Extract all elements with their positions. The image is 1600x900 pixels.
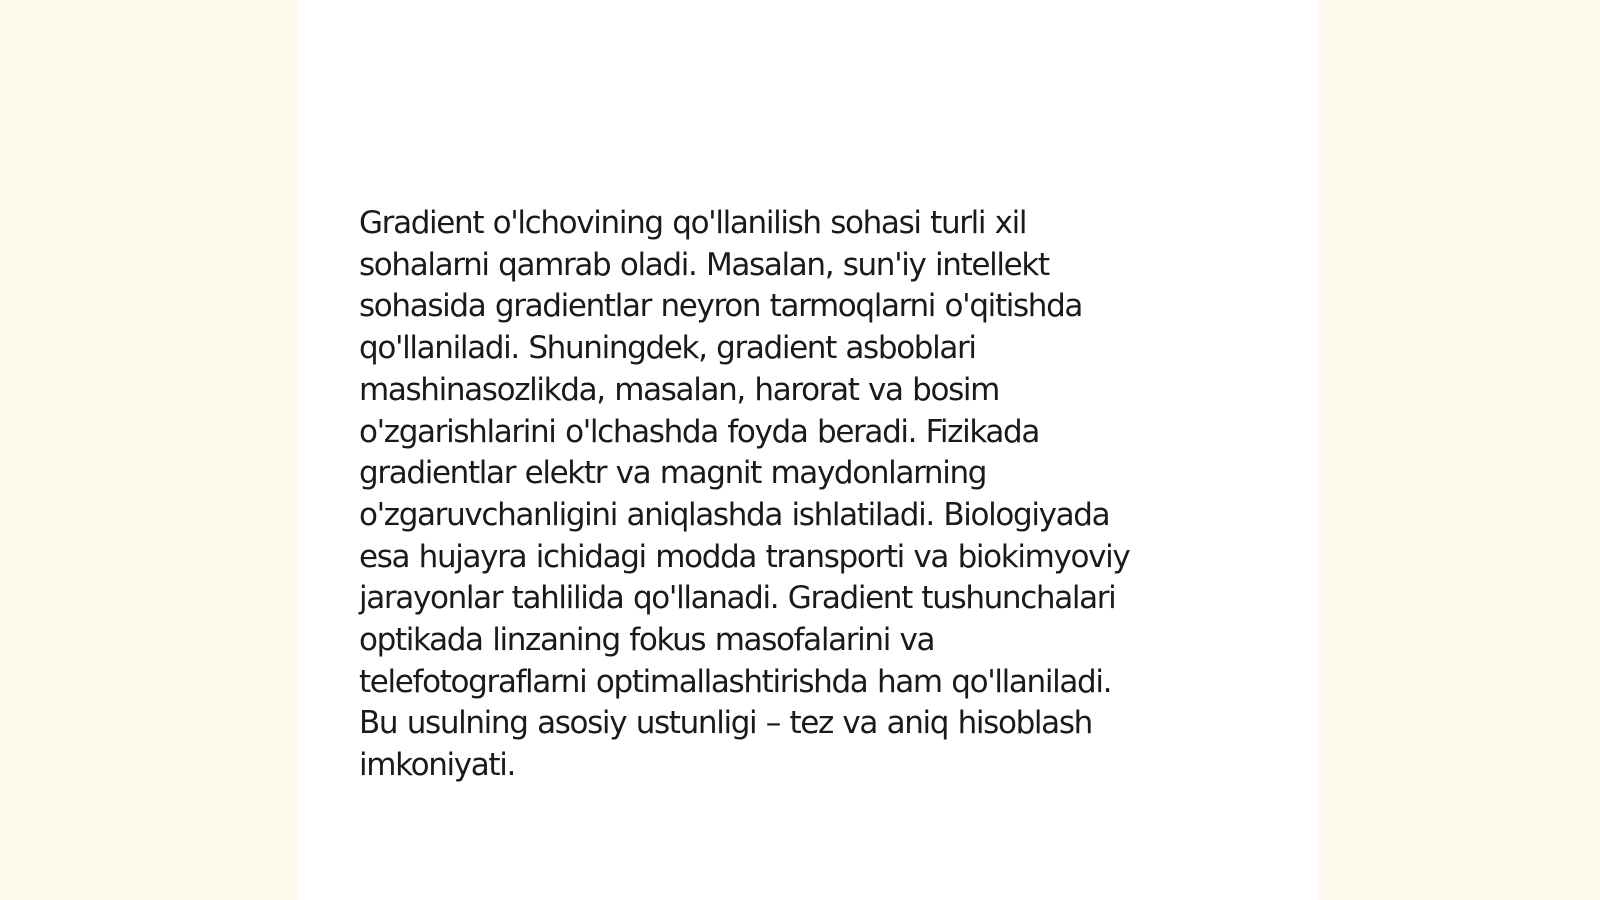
paragraph-line: sohalarni qamrab oladi. Masalan, sun'iy intellekt xyxy=(359,246,1049,283)
paragraph-line: optikada linzaning fokus masofalarini va xyxy=(359,622,935,659)
paragraph-line: esa hujayra ichidagi modda transporti va biokimyoviy xyxy=(359,538,1130,575)
paragraph-line: jarayonlar tahlilida qo'llanadi. Gradient tushunchalari xyxy=(359,580,1116,617)
paragraph-line: o'zgarishlarini o'lchashda foyda beradi. Fizikada xyxy=(359,413,1040,450)
document-page xyxy=(297,0,1319,900)
paragraph-line: Gradient o'lchovining qo'llanilish sohasi turli xil xyxy=(359,205,1027,241)
paragraph-line: imkoniyati. xyxy=(359,747,515,784)
paragraph-line: Bu usulning asosiy ustunligi – tez va aniq hisoblash xyxy=(359,705,1092,742)
paragraph-line: mashinasozlikda, masalan, harorat va bosim xyxy=(359,371,1000,408)
paragraph-line: qo'llaniladi. Shuningdek, gradient asboblari xyxy=(359,330,976,367)
paragraph-line: o'zgaruvchanligini aniqlashda ishlatiladi. Biologiyada xyxy=(359,496,1110,533)
paragraph-line: telefotograflarni optimallashtirishda ham qo'llaniladi. xyxy=(359,663,1112,700)
body-paragraph xyxy=(359,203,1239,787)
paragraph-line: sohasida gradientlar neyron tarmoqlarni o'qitishda xyxy=(359,288,1083,325)
paragraph-line: gradientlar elektr va magnit maydonlarning xyxy=(359,455,987,492)
